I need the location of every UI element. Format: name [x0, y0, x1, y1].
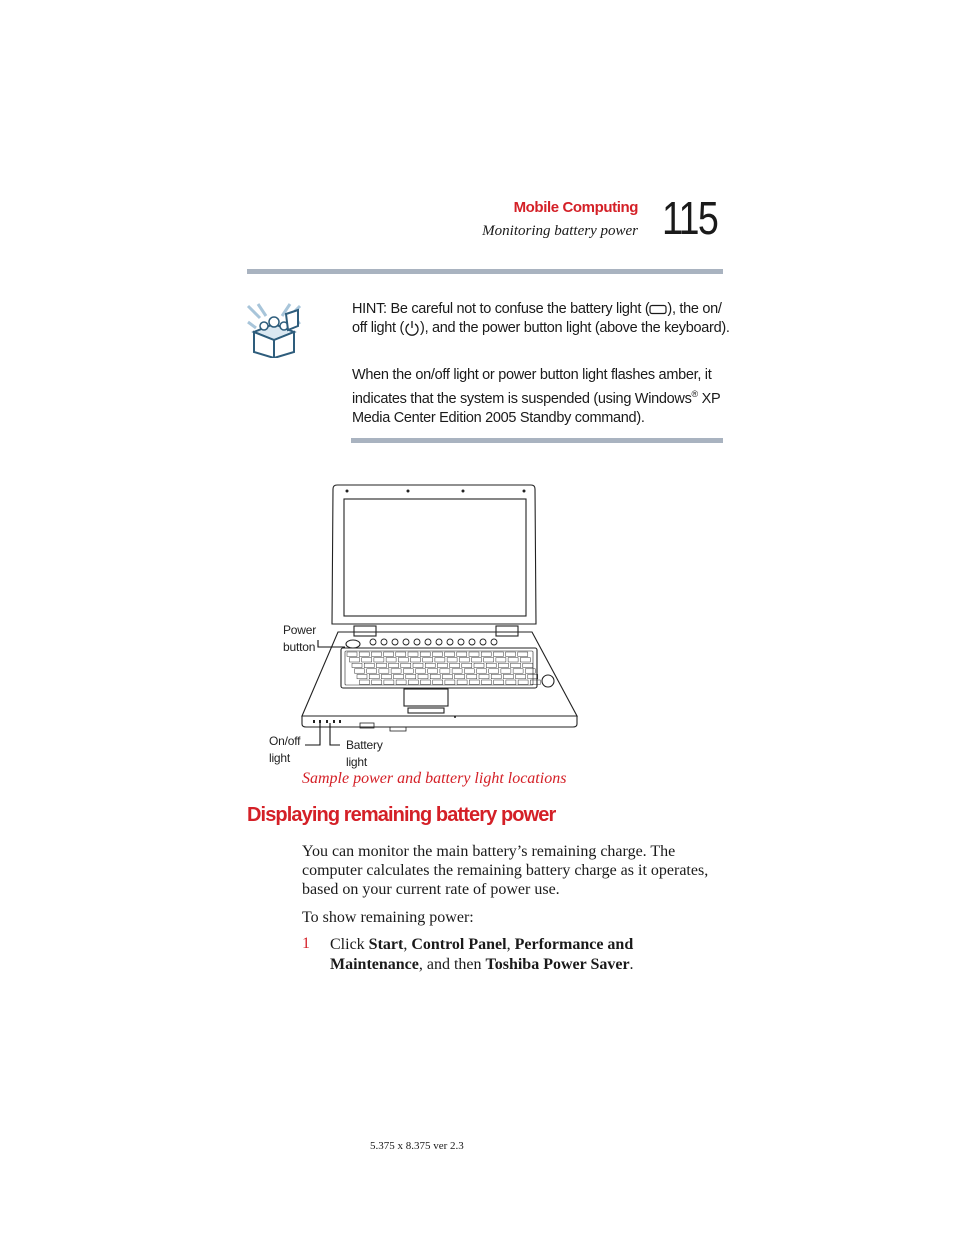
keyboard-key	[425, 663, 435, 667]
keyboard-key	[511, 663, 521, 667]
registered-mark: ®	[691, 389, 698, 399]
keyboard-key	[498, 663, 508, 667]
battery-light-label	[346, 737, 383, 771]
keyboard-key	[433, 680, 443, 684]
menu-path-power-saver: Toshiba Power Saver	[485, 956, 630, 973]
keyboard-key	[437, 663, 447, 667]
keyboard-key	[506, 680, 516, 684]
keyboard-key	[491, 674, 501, 678]
media-button	[436, 639, 442, 645]
battery-icon	[649, 304, 667, 315]
keyboard-key	[396, 680, 406, 684]
keyboard-key	[479, 674, 489, 678]
keyboard-key	[474, 663, 484, 667]
keyboard-key	[367, 669, 377, 673]
keyboard-key	[386, 658, 396, 662]
keyboard-key	[394, 674, 404, 678]
keyboard-key	[384, 680, 394, 684]
keyboard-key	[408, 652, 418, 656]
power-icon	[404, 320, 420, 336]
keyboard-key	[423, 658, 433, 662]
keyboard-key	[432, 652, 442, 656]
figure-caption: Sample power and battery light locations	[302, 770, 567, 787]
keyboard-key	[359, 652, 369, 656]
hint-text: ), and the power button light (above the keyboard).	[420, 320, 730, 336]
keyboard-key	[445, 652, 455, 656]
media-button	[370, 639, 376, 645]
keyboard-key	[462, 663, 472, 667]
laptop-lid	[332, 485, 536, 624]
menu-path-control-panel: Control Panel	[411, 936, 507, 953]
keyboard-key	[360, 680, 370, 684]
keyboard-key	[384, 652, 394, 656]
keyboard-key	[477, 669, 487, 673]
media-button	[381, 639, 387, 645]
keyboard-key	[420, 652, 430, 656]
keyboard-key	[371, 652, 381, 656]
callout-line: Battery	[346, 738, 383, 752]
step-text	[330, 935, 670, 975]
hint-paragraph-1	[352, 300, 732, 338]
hint-text: HINT: Be careful not to confuse the battery light (	[352, 301, 650, 317]
keyboard-key	[518, 680, 528, 684]
footer-version: 5.375 x 8.375 ver 2.3	[370, 1140, 464, 1152]
media-button	[414, 639, 420, 645]
callout-line: light	[346, 755, 368, 769]
keyboard-key	[408, 680, 418, 684]
keyboard-key	[494, 680, 504, 684]
keyboard-key	[464, 669, 474, 673]
keyboard-key	[520, 658, 530, 662]
callout-line: light	[269, 751, 291, 765]
keyboard-key	[486, 663, 496, 667]
keyboard-key	[421, 680, 431, 684]
battery-light-leader	[330, 723, 340, 745]
keyboard-key	[518, 652, 528, 656]
keyboard-key	[523, 663, 533, 667]
keyboard-key	[442, 674, 452, 678]
keyboard-key	[516, 674, 526, 678]
menu-path-start: Start	[368, 936, 404, 953]
menu-path-performance: Performance and Maintenance	[330, 936, 634, 973]
keyboard-key	[506, 652, 516, 656]
step-fragment: ,	[403, 936, 412, 953]
keyboard-key	[396, 652, 406, 656]
keyboard-key	[525, 669, 535, 673]
hint-text: When the on/off light or power button light flashes amber, it indicates that the system is suspended (using Windows	[352, 367, 712, 407]
keyboard-key	[452, 669, 462, 673]
media-button	[469, 639, 475, 645]
hint-divider	[351, 438, 723, 443]
section-heading: Displaying remaining battery power	[247, 804, 556, 826]
keyboard-key	[372, 680, 382, 684]
top-divider	[247, 269, 723, 274]
media-button	[403, 639, 409, 645]
keyboard-key	[472, 658, 482, 662]
keyboard-key	[430, 674, 440, 678]
callout-line: button	[283, 640, 316, 654]
keyboard-key	[455, 674, 465, 678]
keyboard-key	[457, 652, 467, 656]
step-fragment: Click	[330, 936, 369, 953]
callout-line: Power	[283, 623, 317, 637]
keyboard-key	[413, 663, 423, 667]
laptop-screen	[344, 499, 526, 616]
callout-line: On/off	[269, 734, 301, 748]
keyboard-key	[501, 669, 511, 673]
keyboard-key	[435, 658, 445, 662]
keyboard-key	[381, 674, 391, 678]
power-button-label	[283, 622, 316, 656]
keyboard-key	[496, 658, 506, 662]
keyboard-key	[489, 669, 499, 673]
keyboard-key	[484, 658, 494, 662]
keyboard-key	[457, 680, 467, 684]
hint-text: XP Media Center Edition 2005 Standby command).	[352, 390, 721, 426]
media-button	[458, 639, 464, 645]
keyboard-key	[376, 663, 386, 667]
keyboard-key	[503, 674, 513, 678]
body-paragraph: You can monitor the main battery’s remaining charge. The computer calculates the remaining battery charge as it operates, based on your current rate of power use.	[302, 843, 709, 898]
keyboard-key	[391, 669, 401, 673]
keyboard-key	[362, 658, 372, 662]
media-button	[491, 639, 497, 645]
keyboard-key	[364, 663, 374, 667]
keyboard-key	[450, 663, 460, 667]
media-button	[425, 639, 431, 645]
hint-paragraph-2	[352, 366, 732, 428]
keyboard-key	[411, 658, 421, 662]
keyboard-key	[406, 674, 416, 678]
keyboard-key	[513, 669, 523, 673]
keyboard-key	[398, 658, 408, 662]
media-button	[392, 639, 398, 645]
keyboard-key	[447, 658, 457, 662]
keyboard-key	[467, 674, 477, 678]
keyboard	[341, 648, 537, 688]
keyboard-key	[493, 652, 503, 656]
keyboard-key	[530, 680, 540, 684]
keyboard-key	[379, 669, 389, 673]
keyboard-key	[389, 663, 399, 667]
page-number: 115	[662, 192, 718, 244]
keyboard-key	[369, 674, 379, 678]
touchpad	[404, 689, 448, 706]
keyboard-key	[416, 669, 426, 673]
keyboard-key	[469, 680, 479, 684]
power-button-leader	[318, 640, 345, 647]
step-fragment: ,	[506, 936, 515, 953]
onoff-light-label	[269, 733, 300, 767]
media-button	[480, 639, 486, 645]
keyboard-key	[508, 658, 518, 662]
hint-text: ), the on/ off light (	[352, 301, 722, 336]
onoff-light-leader	[305, 723, 320, 745]
treasure-chest-icon	[246, 302, 302, 358]
section-title: Monitoring battery power	[482, 223, 638, 239]
keyboard-key	[469, 652, 479, 656]
keyboard-key	[440, 669, 450, 673]
step-intro: To show remaining power:	[302, 909, 474, 926]
keyboard-key	[401, 663, 411, 667]
keyboard-key	[482, 680, 492, 684]
keyboard-key	[481, 652, 491, 656]
keyboard-key	[403, 669, 413, 673]
keyboard-key	[418, 674, 428, 678]
step-number: 1	[302, 935, 310, 952]
media-button	[447, 639, 453, 645]
chapter-title: Mobile Computing	[513, 199, 638, 216]
keyboard-key	[374, 658, 384, 662]
keyboard-key	[459, 658, 469, 662]
keyboard-key	[428, 669, 438, 673]
step-fragment: .	[629, 956, 634, 973]
keyboard-key	[445, 680, 455, 684]
step-fragment: , and then	[418, 956, 486, 973]
